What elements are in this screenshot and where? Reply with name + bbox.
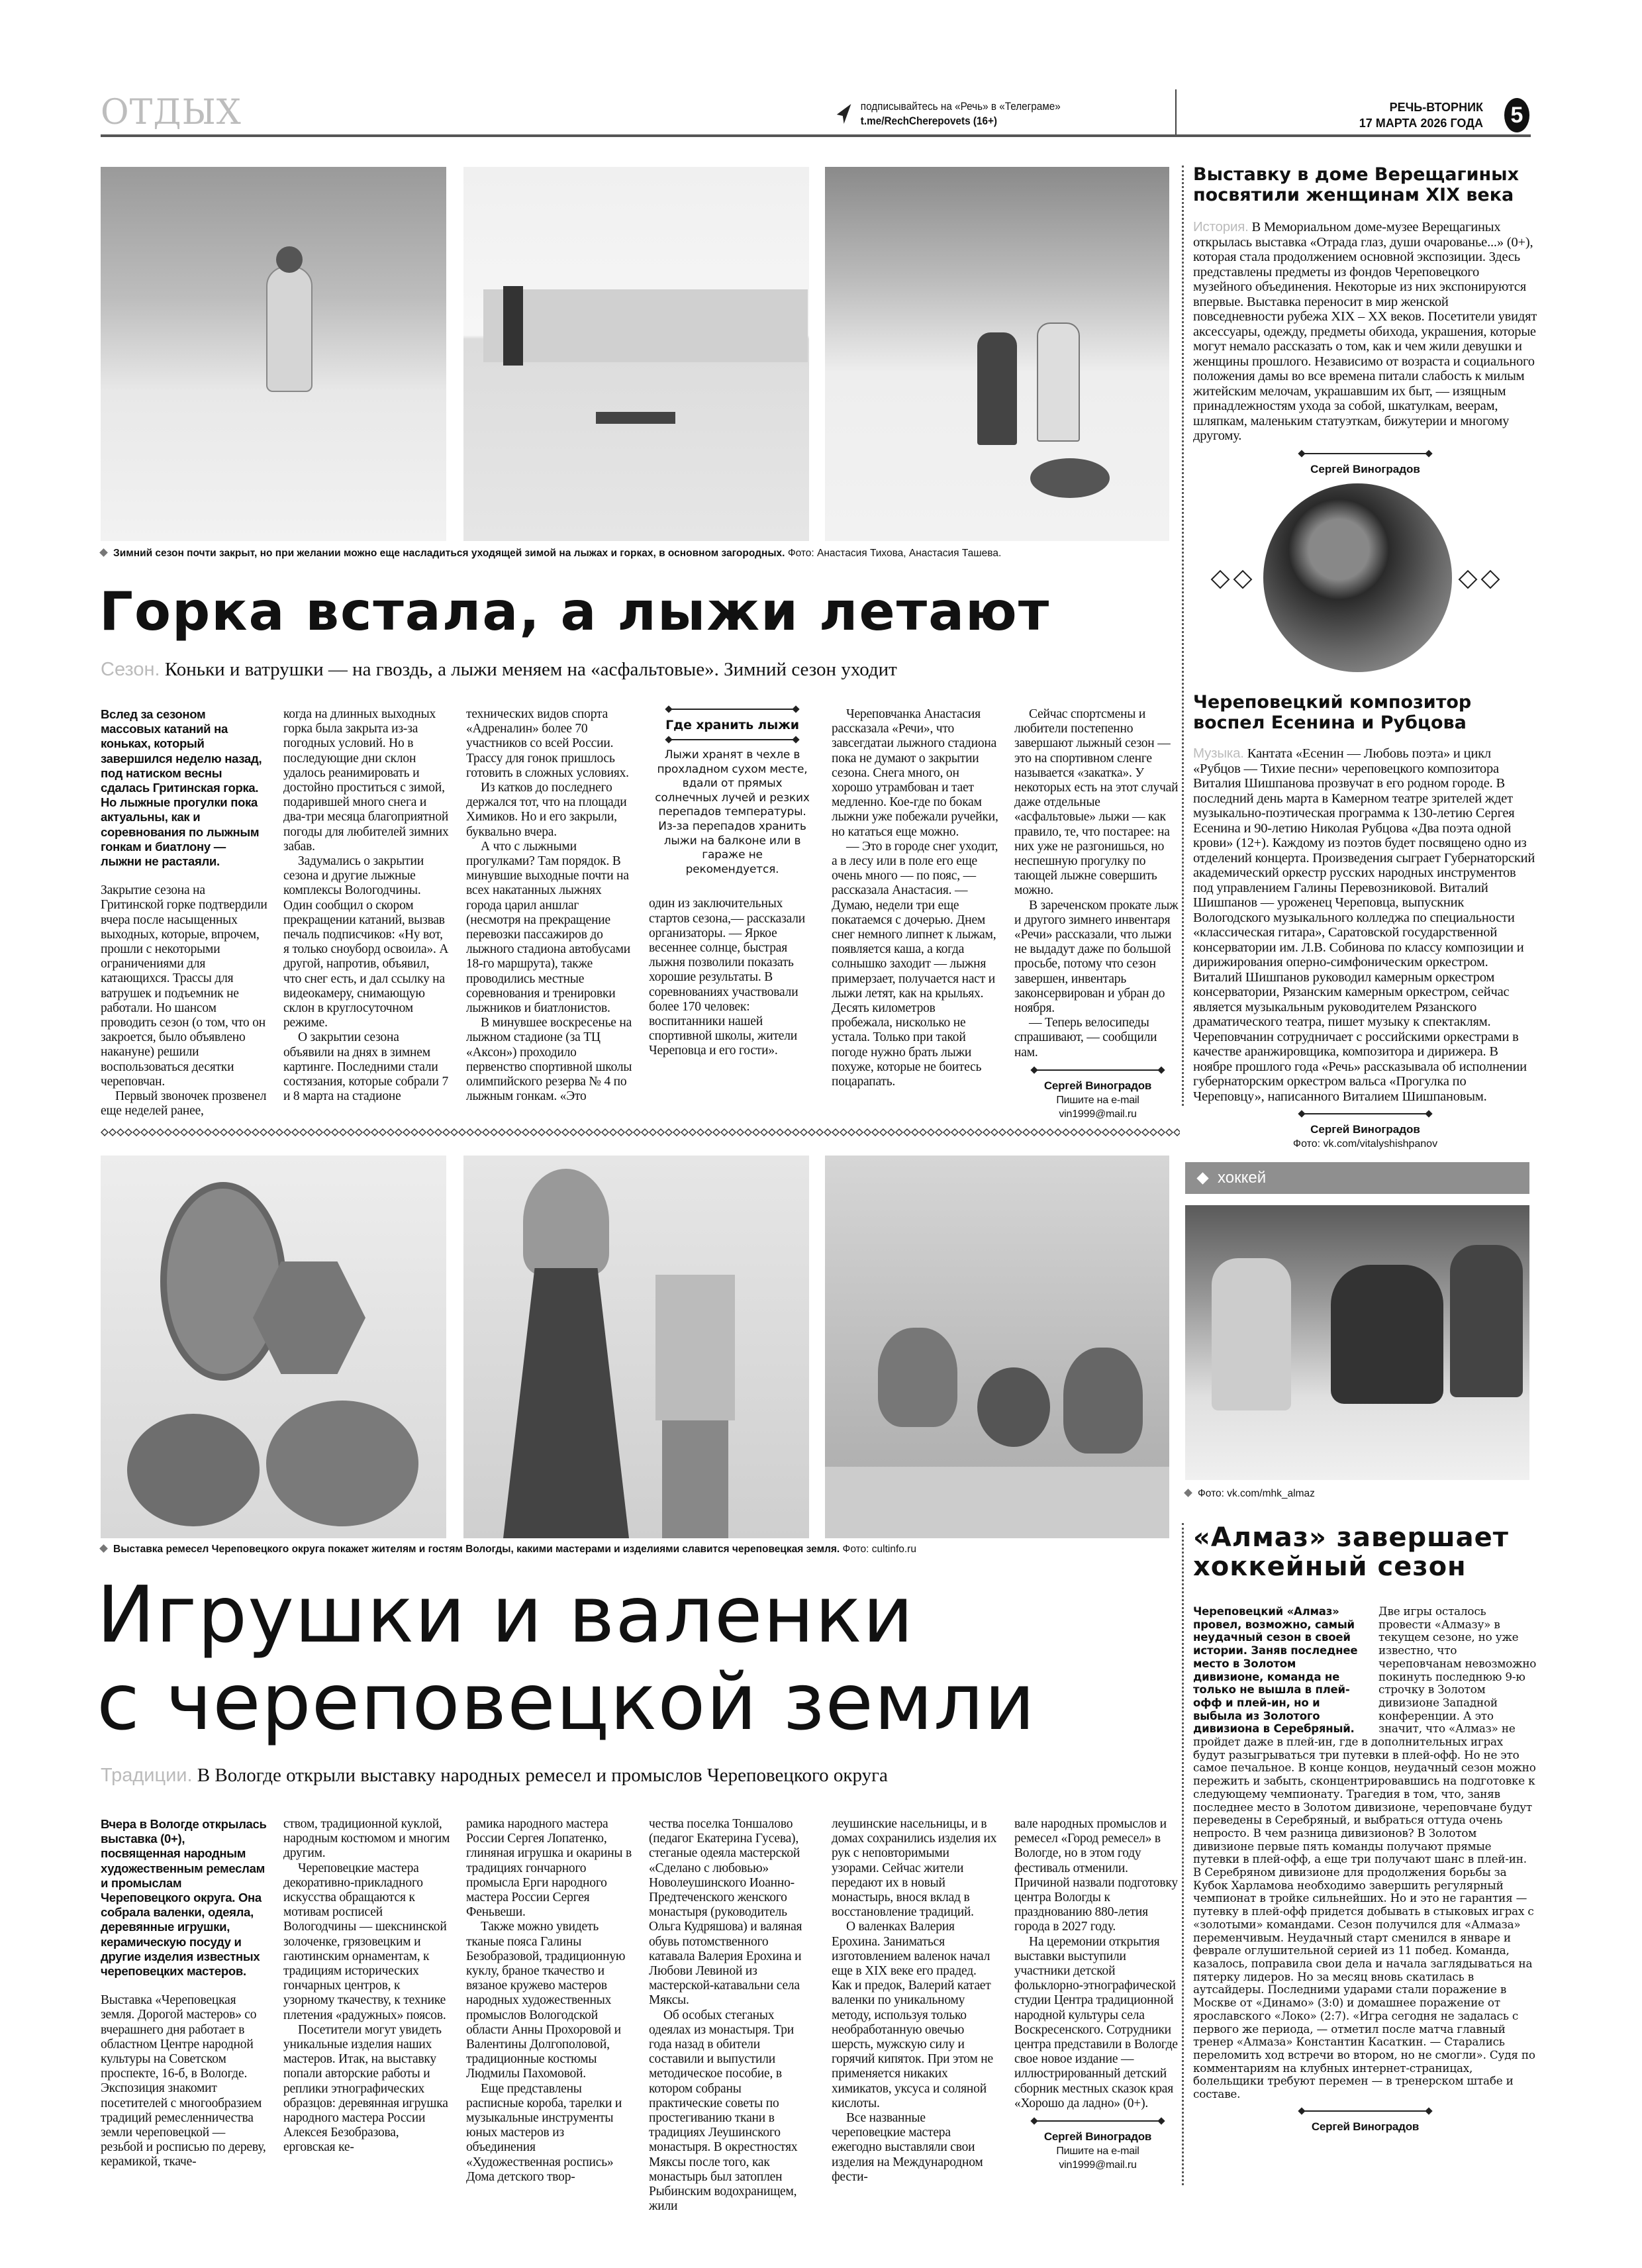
paragraph: Об особых стеганых одеялах из монастыря. Три года назад в обители составили и выпустили методическое пособие, в котором собраны практические советы по простегиванию ткани в традициях Леушинского монастыря. В окрестностях Мяксы после того, как монастырь был затоплен Рыбинским водохранищем, жили: [649, 2008, 798, 2214]
ornament-divider: [1032, 1067, 1164, 1073]
news-text: [1193, 746, 1537, 1104]
paper-info: [1359, 99, 1483, 131]
author-name: Сергей Виноградов: [1310, 462, 1420, 475]
bullet-icon: [99, 548, 108, 557]
bullet-icon: [99, 1544, 108, 1553]
section-label-text: хоккей: [1218, 1169, 1267, 1187]
byline: [1014, 1067, 1181, 1121]
photo-painted-plates: [101, 1156, 446, 1538]
photo-snow-tubing: [825, 167, 1169, 541]
ornament-left-icon: [1210, 569, 1260, 589]
photo-skier: [101, 167, 446, 541]
paragraph: Все названные череповецкие мастера ежегодно выставляли свои изделия на Международном фести-: [832, 2111, 983, 2184]
article-column: [1014, 707, 1181, 1121]
photo-caption: [101, 547, 1173, 560]
ornament-divider: [1299, 450, 1431, 457]
paragraph: О валенках Валерия Ерохина. Заниматься изготовлением валенок начал еще в XIX веке его прадед. Как и предок, Валерий катает валенки по уникальному методу, используя только необработанную овечью шерсть, мужскую силу и горячий кипяток. При этом не применяется никаких химикатов, уксуса и соляной кислоты.: [832, 1920, 993, 2110]
photo-credit-text: Фото: vk.com/mhk_almaz: [1198, 1488, 1315, 1499]
paragraph: Сейчас спортсмены и любители постепенно завершают лыжный сезон — это на спортивном сленге называется «закатка». У некоторых есть на этот случай даже отдельные «асфальтовые» лыжи — как правило, те, что постарее: на них уже не разгонишься, но неспешную прогулку по тающей лыжне совершить можно.: [1014, 707, 1179, 898]
header-divider: [1175, 89, 1177, 136]
author-email[interactable]: vin1999@mail.ru: [1059, 1108, 1137, 1120]
paragraph: В зареченском прокате лыж и другого зимнего инвентаря «Речи» рассказали, что лыжи не выдадут даже по большой просьбе, потому что сезон завершен, инвентарь законсервирован и убран до ноября.: [1014, 898, 1179, 1016]
ornament-divider: [1299, 1110, 1431, 1117]
paragraph: чества поселка Тоншалово (педагог Екатерина Гусева), стеганые одеяла мастерской «Сделано с любовью» Новолеушинского Иоанно-Предтеченского женского монастыря (руководитель Ольга Кудряшова) и валяная обувь потомственного катавала Валерия Ерохина и Любови Левиной из мастерской-катавальни села Мяксы.: [649, 1817, 802, 2008]
caption-text: Выставка ремесел Череповецкого округа покажет жителям и гостям Вологды, какими мастерами и изделиями славится череповецкая земля.: [113, 1544, 840, 1555]
rubric: Традиции.: [101, 1765, 193, 1786]
paragraph: Также можно увидеть тканые пояса Галины Безобразовой, традиционную куклу, браное ткачество и вязаное кружево мастеров народных художественных промыслов Вологодской области Анны Прохоровой и Валентины Долгополовой, традиционные костюмы Людмилы Пахомовой.: [466, 1920, 626, 2081]
caption-text: Зимний сезон почти закрыт, но при желании можно еще насладиться уходящей зимой на лыжах и горках, в основном загородных.: [113, 548, 785, 559]
paragraph: Первый звоночек прозвенел еще неделей ранее,: [101, 1089, 267, 1118]
paragraph: Задумались о закрытии сезона и другие лыжные комплексы Вологодчины. Один сообщил о скором прекращении катаний, вызвав печаль подписчиков: «Ну вот, я только сноуборд освоила». А другой, напротив, объявил, что снег есть, и дал ссылку на видеокамеру, снимающую склон в круглосуточном режиме.: [283, 854, 449, 1030]
contact-label: Пишите на e-mail: [1056, 1094, 1139, 1106]
paragraph: один из заключительных стартов сезона,— рассказали организаторы. — Яркое весеннее солнце, быстрая лыжня позволили показать хорошие результаты. В соревнованиях участвовали более 170 человек: воспитанники нашей спортивной школы, жители Череповца и его гости».: [649, 897, 805, 1058]
paragraph: Череповецкие мастера декоративно-прикладного искусства обращаются к мотивам росписей Вологодчины — шекснинской золоченке, грязовецким и гаютинским орнаментам, к традициям исторических гончарных центров, к узорному ткачеству, к технике плетения «радужных» поясов.: [283, 1861, 447, 2022]
sidebar-divider: [1182, 166, 1184, 1106]
ornament-divider: [666, 736, 798, 743]
sidebar-divider: [1182, 1523, 1184, 2185]
article-column: [283, 707, 450, 1104]
paragraph: ством, традиционной куклой, народным костюмом и многим другим.: [283, 1817, 450, 1861]
page-number: 5: [1504, 98, 1529, 132]
paragraph: О закрытии сезона объявили на днях в зимнем картинге. Последними стали состязания, которые собрали 7 и 8 марта на стадионе: [283, 1030, 448, 1104]
news-title: Череповецкий композитор воспел Есенина и Рубцова: [1193, 692, 1472, 733]
rubric: История.: [1193, 219, 1249, 234]
headline: [97, 1571, 1036, 1746]
photo-folk-costumes: [463, 1156, 809, 1538]
paragraph: рамика народного мастера России Сергея Лопатенко, глиняная игрушка и окарины в традициях гончарного промысла Ерги народного мастера России Сергея Феньвеши.: [466, 1817, 632, 1920]
news-body: Две игры осталось провести «Алмазу» в текущем сезоне, но уже известно, что череповчанам невозможно покинуть последнюю 9-ю строчку в Золотом дивизионе Западной конференции. А это значит, что «Алмаз» не пройдет даже в плей-ин, где в дополнительных играх будут разыгрываться три путевки в плей-офф. Но не это самое печальное. В конце концов, неудачный сезон можно пережить и забыть, сконцентрировавшись на подготовке к следующему чемпионату. Трагедия в том, что, заняв последнее место в Золотом дивизионе, череповчане будут переведены в Серебряный, и выбраться оттуда очень непросто. В чем разница дивизионов? В Золотом дивизионе первые пять команды получают прямые путевки в плей-офф, а еще три получают шанс в плей-ин. В Серебряном дивизионе для продолжения борьбы за Кубок Харламова необходимо завершить регулярный чемпионат в тройке сильнейших. Но и это не гарантия — путевку в плей-офф придется добывать в стыковых играх с «золотыми» командами. Сезон получился для «Алмаза» переменчивым. Неудачный старт сменился в январе и феврале оглушительной серией из 11 побед. Команда, казалось, поправила свои дела и начала заглядываться на пятерку лидеров. Но за месяц вновь скатилась в аутсайдеры. Последними ударами стали поражение в Москве от «Динамо» (3:0) и домашнее поражение от ярославского «Локо» (2:7). «Игра сегодня не задалась с первого же периода, — отметил после матча главный тренер «Алмаза» Константин Касаткин. — Старались переломить ход встречи во втором, но не смогли». Судя по комментариям на клубных интернет-страницах, болельщики требуют перемен — в тренерском штабе и составе.: [1193, 1604, 1537, 2101]
contact-label: Пишите на e-mail: [1056, 2145, 1139, 2157]
photo-credit: Фото: Анастасия Тихова, Анастасия Ташева.: [787, 548, 1002, 559]
article-column: [649, 702, 816, 1059]
article-column: [466, 1817, 633, 2185]
telegram-link[interactable]: t.me/RechCherepovets (16+): [860, 115, 998, 127]
news-body: Кантата «Есенин — Любовь поэта» и цикл «Рубцов — Тихие песни» череповецкого композитора Виталия Шишпанова прозвучат в его родном городе. В последний день марта в Камерном театре зрителей ждет музыкально-поэтическая программа к 130-летию Сергея Есенина и 90-летию Николая Рубцова «Два поэта одной крови» (12+). Каждому из поэтов будет посвящено одно из отделений концерта. Произведения сыграет Губернаторский академический оркестр русских народных инструментов под управлением Галины Перевозниковой. Виталий Шишпанов — уроженец Череповца, выпускник Вологодского музыкального колледжа по специальности «классическая гитара», Саратовской государственной консерватории им. Л.В. Собинова по классу композиции и дирижирования оперно-симфоническим оркестром. Виталий Шишпанов руководил камерным оркестром консерватории, Рязанским камерным оркестром, сейчас является музыкальным руководителем Рязанского драматического театра, пишет музыку к спектаклям. Череповчанин сотрудничает с российскими оркестрами в качестве аранжировщика, композитора и дирижера. В ноябре прошлого года «Речь» рассказывала об исполнении губернаторским оркестром вальса «Прогулка по Череповцу», написанного Виталием Шишпановым.: [1193, 746, 1535, 1104]
headline-line: с череповецкой земли: [97, 1656, 1036, 1748]
section-name: ОТДЫХ: [101, 93, 242, 132]
paragraph: Посетители могут увидеть уникальные изделия наших мастеров. Итак, на выставку попали авторские работы и реплики этнографических образцов: деревянная игрушка народного мастера России Алексея Безобразова, ерговская ке-: [283, 2022, 448, 2155]
paragraph: Выставка «Череповецкая земля. Дорогой мастеров» со вчерашнего дня работает в областном Центре народной культуры на Советском проспекте, 16-б, в Вологде. Экспозиция знакомит посетителей с многообразием традиций ремесленничества земли череповецкой — резьбой и росписью по дереву, керамикой, ткаче-: [101, 1993, 266, 2169]
info-box: [649, 706, 816, 897]
ornament-divider: [666, 706, 798, 713]
diamond-icon: [1196, 1172, 1208, 1184]
issue-date: 17 МАРТА 2026 ГОДА: [1359, 117, 1483, 130]
conductor-photo: [1263, 483, 1452, 672]
hockey-article: [1193, 1605, 1537, 2134]
byline: [1193, 450, 1537, 477]
subheadline: [101, 1764, 888, 1787]
diamond-separator: [101, 1127, 1180, 1138]
news-body: В Мемориальном доме-музее Верещагиных открылась выставка «Отрада глаз, души очарованье...» (0+), которая стала продолжением основной экспозиции. Здесь представлены предметы из фондов Череповецкого музейного объединения. Некоторые из них экспонируются впервые. Выставка переносит в мир женской повседневности рубежа XIX – XX веков. Посетители увидят аксессуары, одежду, предметы обихода, украшения, которые могут немало рассказать о том, как и чем жили девушки и женщины прошлого. Независимо от возраста и социального положения дамы во все времена питали слабость к милым житейским мелочам, украшавшим их быт, — изящным принадлежностям ухода за собой, шкатулкам, веерам, шляпкам, маленьким статуэткам, бижутерии и многому другому.: [1193, 220, 1537, 443]
paragraph: А что с лыжными прогулками? Там порядок. В минувшие выходные почти на всех накатанных лыжнях города царил аншлаг (несмотря на прекращение перевозки пассажиров до лыжного стадиона автобусами 18-го маршрута), также проводились местные соревнования и тренировки лыжников и биатлонистов.: [466, 839, 631, 1016]
rubric: Сезон.: [101, 659, 160, 680]
paragraph: технических видов спорта «Адреналин» более 70 участников со всей России. Трассу для гонок пришлось готовить в сложных условиях.: [466, 707, 629, 780]
byline: [1014, 2118, 1181, 2172]
author-name: Сергей Виноградов: [1310, 1123, 1420, 1136]
author-name: Сергей Виноградов: [1043, 1079, 1152, 1092]
headline: Горка встала, а лыжи летают: [99, 581, 1051, 642]
photo-credit: Фото: vk.com/vitalyshishpanov: [1292, 1138, 1438, 1150]
sidebar-news-exhibition: [1193, 164, 1537, 477]
photo-hockey-game: [1185, 1205, 1529, 1480]
article-column: [832, 1817, 998, 2185]
paragraph: Череповчанка Анастасия рассказала «Речи», что завсегдатаи лыжного стадиона пока не думают о закрытии сезона. Снега много, он хорошо утрамбован и тает медленно. Кое-где по бокам лыжни уже побежали ручейки, но кататься еще можно.: [832, 707, 998, 839]
paragraph: вале народных промыслов и ремесел «Город ремесел» в Вологде, но в этом году фестиваль отменили. Причиной назвали подготовку центра Вологды к празднованию 880-летия города в 2027 году.: [1014, 1817, 1178, 1934]
article-column: [832, 707, 998, 1089]
subhead-text: В Вологде открыли выставку народных ремесел и промыслов Череповецкого округа: [197, 1765, 888, 1786]
telegram-icon: [836, 103, 852, 125]
rubric: Музыка.: [1193, 746, 1244, 761]
article-column: [466, 707, 633, 1104]
author-name: Сергей Виноградов: [1311, 2120, 1420, 2133]
paragraph: Закрытие сезона на Гритинской горке подтвердили вчера после насыщенных выходных, которые, впрочем, прошли с некоторыми ограничениями для катающихся. Трассы для ватрушек и подъемник не работали. Но шансом проводить сезон (о том, что он закроется, было объявлено накануне) решили воспользоваться десятки череповчан.: [101, 883, 267, 1089]
sidebar-news-composer: [1193, 692, 1537, 1151]
byline: [1193, 1110, 1537, 1151]
paper-name: РЕЧЬ-ВТОРНИК: [1389, 101, 1483, 114]
paragraph: На церемонии открытия выставки выступили участники детской фольклорно-этнографической студии Центра традиционной народной культуры села Воскресенского. Сотрудники центра представили в Вологде свое новое издание — иллюстрированный детский сборник местных сказок края «Хорошо да ладно» (0+).: [1014, 1934, 1178, 2110]
paragraph: Еще представлены расписные короба, тарелки и музыкальные инструменты юных мастеров из объединения «Художественная роспись» Дома детского твор-: [466, 2081, 622, 2184]
telegram-promo[interactable]: [836, 99, 1061, 128]
paragraph: В минувшее воскресенье на лыжном стадионе (за ТЦ «Аксон») проходило первенство спортивной школы олимпийского резерва № 4 по лыжным гонкам. «Это: [466, 1016, 632, 1104]
article-column: [101, 1817, 267, 2170]
telegram-text: подписывайтесь на «Речь» в «Телеграме»: [860, 100, 1061, 113]
ornament-divider: [1032, 2118, 1164, 2124]
headline-line: Игрушки и валенки: [97, 1569, 914, 1660]
lead-paragraph: Череповецкий «Алмаз» провел, возможно, самый неудачный сезон в своей истории. Заняв последнее место в Золотом дивизионе, команда не только не вышла в плей-офф и плей-ин, но и выбыла из Золотого дивизиона в Серебряный.: [1193, 1605, 1358, 1736]
paragraph: — Это в городе снег уходит, а в лесу или в поле его еще очень много — по пояс, — рассказала Анастасия. — Думаю, недели три еще покатаемся с дочерью. Днем снег немного липнет к лыжам, появляется каша, а когда солнышко заходит — лыжня примерзает, получается наст и лыжи летят, как на крыльях. Десять километров пробежала, нисколько не устала. Только при такой погоде нужно брать лыжи похуже, которые не боитесь поцарапать.: [832, 839, 998, 1089]
bullet-icon: [1184, 1489, 1192, 1497]
author-name: Сергей Виноградов: [1043, 2130, 1152, 2144]
article-column: [101, 707, 267, 1118]
photo-credit: [1185, 1487, 1315, 1501]
news-title: «Алмаз» завершает хоккейный сезон: [1193, 1522, 1509, 1582]
info-box-text: Лыжи хранят в чехле в прохладном сухом месте, вдали от прямых солнечных лучей и резких перепадов температуры. Из-за перепадов хранить лыжи на балконе или в гараже не рекомендуется.: [655, 748, 810, 876]
news-text: [1193, 220, 1537, 444]
info-box-title: Где хранить лыжи: [665, 718, 799, 732]
paragraph: когда на длинных выходных горка была закрыта из-за погодных условий. Но в последующие дни склон удалось реанимировать и достойно проститься с зимой, подарившей много снега и два-три месяца благоприятной погоды для любителей зимних забав.: [283, 707, 449, 854]
lead-paragraph: Вслед за сезоном массовых катаний на коньках, который завершился неделю назад, под натиском весны сдалась Гритинская горка. Но лыжные прогулки пока актуальны, как и соревнования по лыжным гонкам и биатлону — лыжни не растаяли.: [101, 707, 262, 869]
header-rule: [101, 134, 1531, 137]
photo-credit: Фото: cultinfo.ru: [842, 1544, 916, 1555]
paragraph: леушинские насельницы, и в домах сохранились изделия их рук с неповторимыми узорами. Сейчас жители передают их в новый монастырь, внося вклад в восстановление традиций.: [832, 1817, 997, 1920]
section-label-hockey: [1185, 1162, 1529, 1194]
article-column: [283, 1817, 450, 2155]
article-column: [1014, 1817, 1181, 2172]
byline: [1193, 2108, 1537, 2134]
paragraph: Из катков до последнего держался тот, что на площади Химиков. Но и его закрыли, буквально вчера.: [466, 781, 627, 839]
ornament-right-icon: [1458, 569, 1508, 589]
author-email[interactable]: vin1999@mail.ru: [1059, 2159, 1137, 2171]
photo-pottery: [825, 1156, 1169, 1538]
subhead-text: Коньки и ватрушки — на гвоздь, а лыжи меняем на «асфальтовые». Зимний сезон уходит: [164, 659, 897, 680]
news-title: Выставку в доме Верещагиных посвятили женщинам XIX века: [1193, 164, 1520, 205]
article-column: [649, 1817, 816, 2214]
lead-paragraph: Вчера в Вологде открылась выставка (0+), посвященная народным художественным ремеслам и промыслам Череповецкого округа. Она собрала валенки, одеяла, деревянные игрушки, керамическую посуду и другие изделия известных череповецких мастеров.: [101, 1817, 267, 1979]
ornament-divider: [1299, 2108, 1431, 2114]
photo-caption: [101, 1543, 1173, 1556]
photo-biathlon: [463, 167, 809, 541]
subheadline: [101, 658, 897, 681]
paragraph: — Теперь велосипеды спрашивают, — сообщили нам.: [1014, 1016, 1157, 1060]
